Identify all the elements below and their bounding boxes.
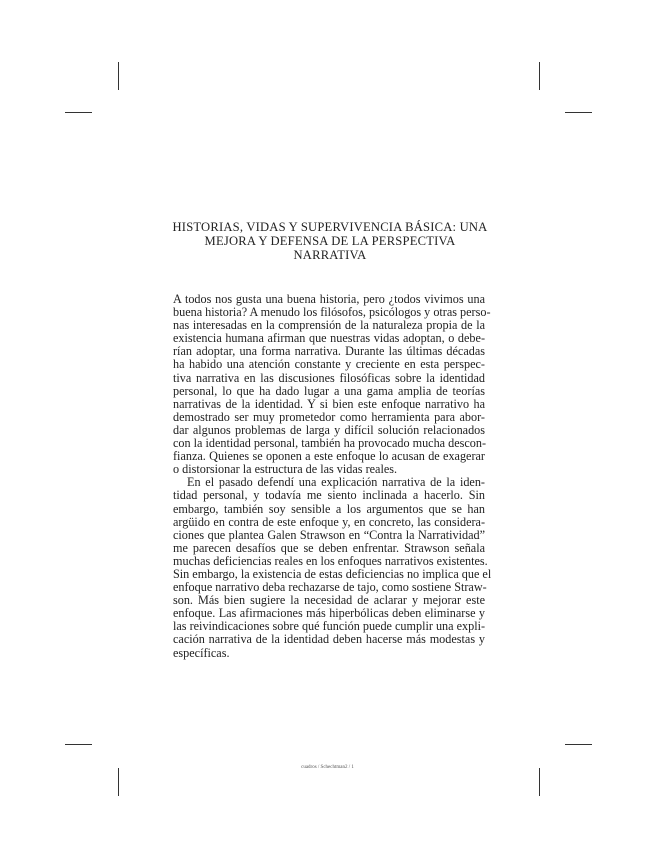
crop-mark-top-left-vertical — [118, 62, 119, 90]
text-line: existencia humana afirman que nuestras vidas adoptan, o debe- — [173, 331, 485, 346]
paragraph — [173, 475, 492, 660]
body-text — [173, 292, 492, 660]
text-line: argüido en contra de este enfoque y, en concreto, las considera- — [173, 514, 485, 529]
title-line: HISTORIAS, VIDAS Y SUPERVIVENCIA BÁSICA: UNA — [172, 220, 488, 234]
crop-mark-bottom-left-horizontal — [65, 744, 92, 745]
text-line: Sin embargo, la existencia de estas deficiencias no implica que el — [173, 566, 492, 581]
text-line: buena historia? A menudo los filósofos, psicólogos y otras perso- — [173, 305, 491, 320]
chapter-title — [160, 220, 500, 262]
text-line: rían adoptar, una forma narrativa. Durante las últimas décadas — [173, 344, 485, 359]
text-line: o distorsionar la estructura de las vidas reales. — [173, 462, 398, 477]
text-line: tidad personal, y todavía me siento inclinada a hacerlo. Sin — [173, 488, 485, 503]
crop-mark-bottom-right-horizontal — [565, 744, 592, 745]
text-line: embargo, también soy sensible a los argumentos que se han — [173, 501, 485, 516]
text-line: tiva narrativa en las discusiones filosóficas sobre la identidad — [173, 370, 485, 385]
crop-mark-top-right-vertical — [539, 62, 540, 90]
text-line: me parecen desafíos que se deben enfrentar. Strawson señala — [173, 540, 485, 555]
crop-mark-bottom-left-vertical — [118, 768, 119, 796]
text-line: En el pasado defendí una explicación narrativa de la iden- — [187, 475, 485, 490]
text-line: son. Más bien sugiere la necesidad de aclarar y mejorar este — [173, 593, 485, 608]
text-line: las reivindicaciones sobre qué función puede cumplir una expli- — [173, 619, 486, 634]
text-line: nas interesadas en la comprensión de la naturaleza propia de la — [173, 318, 485, 333]
text-line: ciones que plantea Galen Strawson en “Contra la Narratividad” — [173, 527, 485, 542]
text-line: personal, lo que ha dado lugar a una gama amplia de teorías — [173, 383, 485, 398]
text-line: ha habido una atención constante y creciente en esta perspec- — [173, 357, 485, 372]
crop-mark-top-left-horizontal — [65, 112, 92, 113]
text-line: muchas deficiencias reales en los enfoques narrativos existentes. — [173, 553, 488, 568]
title-line: MEJORA Y DEFENSA DE LA PERSPECTIVA — [204, 234, 456, 248]
text-line: cación narrativa de la identidad deben hacerse más modestas y — [173, 632, 485, 647]
page-footer: cuadros / Schechtman2 / 1 — [301, 765, 354, 770]
text-line: enfoque. Las afirmaciones más hiperbólicas deben eliminarse y — [173, 606, 485, 621]
crop-mark-top-right-horizontal — [565, 112, 592, 113]
text-line: con la identidad personal, también ha provocado mucha descon- — [173, 436, 487, 451]
text-line: fianza. Quienes se oponen a este enfoque lo acusan de exagerar — [173, 449, 485, 464]
crop-mark-bottom-right-vertical — [539, 768, 540, 796]
text-line: demostrado ser muy prometedor como herramienta para abor- — [173, 409, 485, 424]
text-line: dar algunos problemas de larga y difícil solución relacionados — [173, 422, 485, 437]
text-line: A todos nos gusta una buena historia, pero ¿todos vivimos una — [173, 292, 485, 306]
text-line: específicas. — [173, 645, 230, 660]
paragraph — [173, 292, 491, 477]
text-line: narrativas de la identidad. Y si bien este enfoque narrativo ha — [173, 396, 485, 411]
text-line: enfoque narrativo deba rechazarse de tajo, como sostiene Straw- — [173, 580, 487, 595]
title-line: NARRATIVA — [293, 248, 367, 262]
